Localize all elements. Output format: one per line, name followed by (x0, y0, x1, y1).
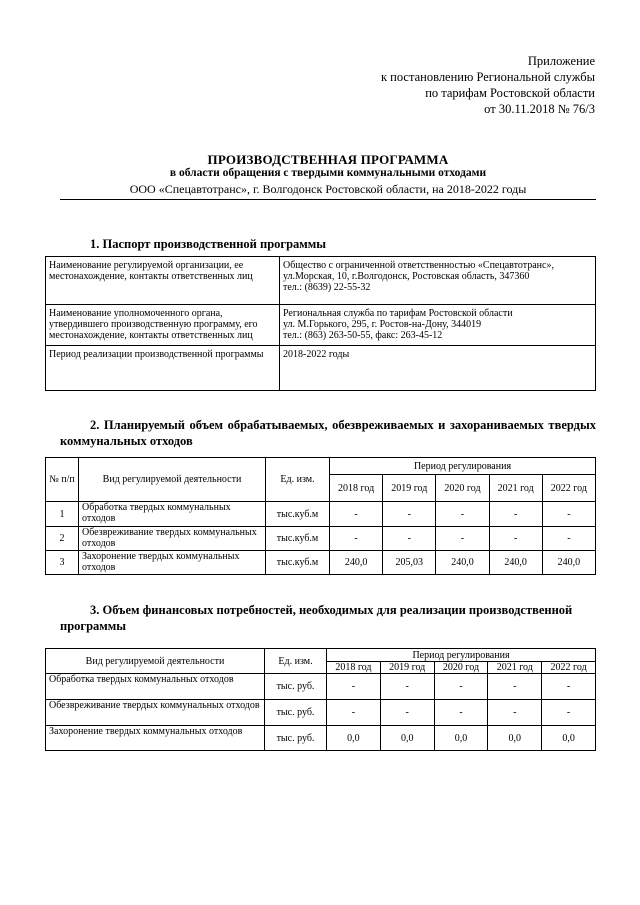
header-activity: Вид регулируемой деятельности (79, 458, 266, 502)
cell-value: - (327, 674, 381, 700)
cell-unit: тыс. руб. (265, 726, 327, 751)
cell-unit: тыс.куб.м (266, 502, 330, 527)
header-num: № п/п (46, 458, 79, 502)
cell-value: - (488, 700, 542, 726)
header-activity: Вид регулируемой деятельности (46, 649, 265, 674)
passport-value-line: ул. М.Горького, 295, г. Ростов-на-Дону, 344019 (283, 319, 482, 330)
header-year: 2021 год (489, 475, 542, 502)
header-year: 2018 год (327, 662, 381, 674)
passport-value (280, 305, 596, 346)
volume-table (45, 457, 596, 575)
cell-activity: Обработка твердых коммунальных отходов (79, 502, 266, 527)
header-year: 2019 год (380, 662, 434, 674)
table-row (46, 257, 596, 305)
cell-value: 0,0 (488, 726, 542, 751)
table-row (46, 551, 596, 575)
cell-value: 0,0 (542, 726, 596, 751)
passport-table (45, 256, 596, 391)
header-period: Период регулирования (330, 458, 596, 475)
table-row (46, 502, 596, 527)
cell-value: - (330, 502, 383, 527)
header-year: 2020 год (434, 662, 488, 674)
cell-value: - (383, 502, 436, 527)
table-row (46, 527, 596, 551)
passport-label: Наименование уполномоченного органа, утвердившего производственную программу, его местонахождение, контакты ответственных лиц (46, 305, 280, 346)
section1-heading: 1. Паспорт производственной программы (90, 237, 327, 251)
section2-heading: 2. Планируемый объем обрабатываемых, обезвреживаемых и захораниваемых твердых коммунальных отходов (60, 418, 596, 448)
section3-heading: 3. Объем финансовых потребностей, необходимых для реализации производственной программы (60, 603, 573, 633)
cell-unit: тыс. руб. (265, 700, 327, 726)
cell-activity: Обезвреживание твердых коммунальных отходов (79, 527, 266, 551)
cell-value: 205,03 (383, 551, 436, 575)
passport-label: Наименование регулируемой организации, ее местонахождение, контакты ответственных лиц (46, 257, 280, 305)
cell-value: 240,0 (436, 551, 489, 575)
header-year: 2022 год (542, 475, 595, 502)
appendix-block (295, 53, 595, 117)
cell-value: - (380, 674, 434, 700)
passport-value-line: Общество с ограниченной ответственностью «Спецавтотранс», (283, 260, 554, 271)
appendix-line: от 30.11.2018 № 76/3 (484, 102, 595, 116)
cell-activity: Захоронение твердых коммунальных отходов (46, 726, 265, 751)
cell-value: 0,0 (434, 726, 488, 751)
cell-activity: Захоронение твердых коммунальных отходов (79, 551, 266, 575)
document-organization: ООО «Спецавтотранс», г. Волгодонск Ростовской области, на 2018-2022 годы (129, 182, 527, 196)
cell-value: - (542, 700, 596, 726)
passport-value-line: тел.: (863) 263-50-55, факс: 263-45-12 (283, 330, 443, 341)
cell-value: - (542, 502, 595, 527)
cell-value: 0,0 (380, 726, 434, 751)
cell-value: - (489, 527, 542, 551)
passport-value (280, 346, 596, 391)
cell-value: - (489, 502, 542, 527)
header-period: Период регулирования (327, 649, 596, 662)
appendix-line: по тарифам Ростовской области (425, 86, 595, 100)
header-year: 2018 год (330, 475, 383, 502)
cell-num: 3 (46, 551, 79, 575)
cell-num: 1 (46, 502, 79, 527)
cell-value: - (330, 527, 383, 551)
cell-unit: тыс. руб. (265, 674, 327, 700)
header-year: 2019 год (383, 475, 436, 502)
cell-value: 240,0 (542, 551, 595, 575)
header-unit: Ед. изм. (265, 649, 327, 674)
cell-activity: Обработка твердых коммунальных отходов (46, 674, 265, 700)
table-row (46, 726, 596, 751)
table-row (46, 700, 596, 726)
appendix-line: к постановлению Региональной службы (380, 70, 595, 84)
passport-value-line: Региональная служба по тарифам Ростовской области (283, 308, 513, 319)
table-header-row (46, 649, 596, 662)
cell-value: - (383, 527, 436, 551)
passport-value-line: тел.: (8639) 22-55-32 (283, 282, 371, 293)
header-year: 2022 год (542, 662, 596, 674)
table-header-row (46, 458, 596, 475)
cell-value: - (488, 674, 542, 700)
passport-value-line: ул.Морская, 10, г.Волгодонск, Ростовская область, 347360 (283, 271, 530, 282)
table-row (46, 674, 596, 700)
table-row (46, 305, 596, 346)
passport-value (280, 257, 596, 305)
cell-value: - (542, 674, 596, 700)
document-subtitle: в области обращения с твердыми коммунальными отходами (169, 167, 487, 179)
document-title: ПРОИЗВОДСТВЕННАЯ ПРОГРАММА (207, 152, 449, 167)
cell-value: 240,0 (330, 551, 383, 575)
title-divider (60, 199, 596, 200)
cell-unit: тыс.куб.м (266, 551, 330, 575)
passport-value-line: 2018-2022 годы (283, 349, 350, 360)
cell-value: - (436, 527, 489, 551)
header-unit: Ед. изм. (266, 458, 330, 502)
cell-value: 240,0 (489, 551, 542, 575)
cell-unit: тыс.куб.м (266, 527, 330, 551)
header-year: 2020 год (436, 475, 489, 502)
cell-value: 0,0 (327, 726, 381, 751)
passport-label: Период реализации производственной программы (46, 346, 280, 391)
cell-value: - (436, 502, 489, 527)
header-year: 2021 год (488, 662, 542, 674)
cell-value: - (542, 527, 595, 551)
finance-table (45, 648, 596, 751)
cell-activity: Обезвреживание твердых коммунальных отходов (46, 700, 265, 726)
table-row (46, 346, 596, 391)
cell-value: - (380, 700, 434, 726)
cell-value: - (434, 700, 488, 726)
cell-value: - (327, 700, 381, 726)
appendix-line: Приложение (527, 54, 595, 68)
cell-value: - (434, 674, 488, 700)
cell-num: 2 (46, 527, 79, 551)
